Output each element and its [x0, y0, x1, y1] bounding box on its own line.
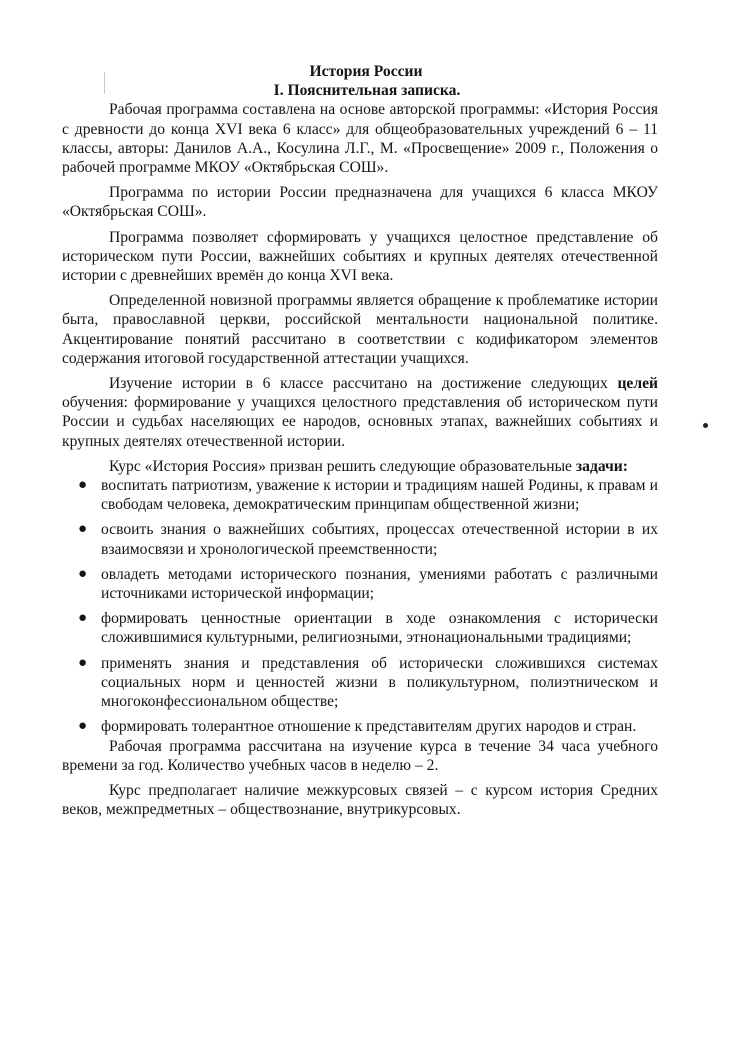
paragraph-connections: Курс предполагает наличие межкурсовых связей – с курсом история Средних веков, межпредметных – обществознание, внутрикурсовых.	[62, 781, 658, 819]
list-item-text: формировать толерантное отношение к представителям других народов и стран.	[101, 718, 637, 736]
scan-artifact-dot	[703, 423, 708, 428]
paragraph-hours: Рабочая программа рассчитана на изучение курса в течение 34 часа учебного времени за год. Количество учебных часов в неделю – 2.	[62, 737, 658, 774]
bullet-icon: ●	[78, 654, 88, 671]
list-item-text: овладеть методами исторического познания, умениями работать с различными источниками исторической информации;	[101, 565, 658, 603]
bullet-icon: ●	[78, 477, 88, 494]
goals-keyword: целей	[617, 375, 658, 393]
paragraph-purpose: Программа позволяет сформировать у учащихся целостное представление об историческом пути России, важнейших событиях и крупных деятелях отечественной истории с древнейших времён до конца XVI века.	[62, 228, 658, 285]
list-item	[62, 520, 658, 558]
paragraph-novelty: Определенной новизной программы является обращение к проблематике истории быта, православной церкви, российской ментальности национальной политике. Акцентирование понятий рассчитано в соответствии с кодификатором элементов содержания итоговой государственной аттестации учащихся.	[62, 292, 658, 367]
bullet-icon: ●	[78, 610, 88, 627]
paragraph-goals	[62, 374, 658, 451]
goals-text-start: Изучение истории в 6 классе рассчитано на достижение следующих	[109, 375, 618, 393]
list-item	[62, 609, 658, 647]
section-heading: I. Пояснительная записка.	[273, 82, 461, 100]
tasks-intro-text: Курс «История Россия» призван решить следующие образовательные	[109, 457, 576, 475]
list-item	[62, 565, 658, 603]
list-item	[62, 654, 658, 712]
bullet-icon: ●	[78, 718, 88, 735]
goals-text-end: обучения: формирование у учащихся целостного представления об историческом пути России и судьбах населяющих ее народов, основных этапах, важнейших событиях и крупных деятелях отечественной истории.	[62, 394, 658, 450]
tasks-keyword: задачи:	[575, 457, 628, 475]
list-item-text: формировать ценностные ориентации в ходе ознакомления с исторически сложившимися культурными, религиозными, этнонациональными традициями;	[101, 610, 658, 647]
list-item-text: воспитать патриотизм, уважение к истории и традициям нашей Родины, к правам и свободам человека, демократическим принципам общественной жизни;	[101, 477, 658, 514]
paragraph-basis: Рабочая программа составлена на основе авторской программы: «История Россия с древности до конца XVI века 6 класс» для общеобразовательных учреждений 6 – 11 классы, авторы: Данилов А.А., Косулина Л.Г., М. «Просвещение» 2009 г., Положения о рабочей программе МКОУ «Октябрьская СОШ».	[62, 101, 658, 177]
list-item	[62, 717, 658, 736]
bullet-icon: ●	[78, 521, 88, 538]
document-page	[62, 62, 658, 819]
paragraph-tasks-intro	[62, 457, 658, 476]
list-item-text: применять знания и представления об исторически сложившихся системах социальных норм и ценностей жизни в поликультурном, полиэтническом и многоконфессиональном обществе;	[101, 654, 658, 711]
list-item-text: освоить знания о важнейших событиях, процессах отечественной истории в их взаимосвязи и хронологической преемственности;	[101, 521, 658, 558]
tasks-list	[62, 476, 658, 736]
paragraph-audience: Программа по истории России предназначена для учащихся 6 класса МКОУ «Октябрьская СОШ».	[62, 184, 658, 221]
list-item	[62, 476, 658, 514]
bullet-icon: ●	[78, 565, 88, 582]
document-title: История России	[309, 63, 423, 80]
